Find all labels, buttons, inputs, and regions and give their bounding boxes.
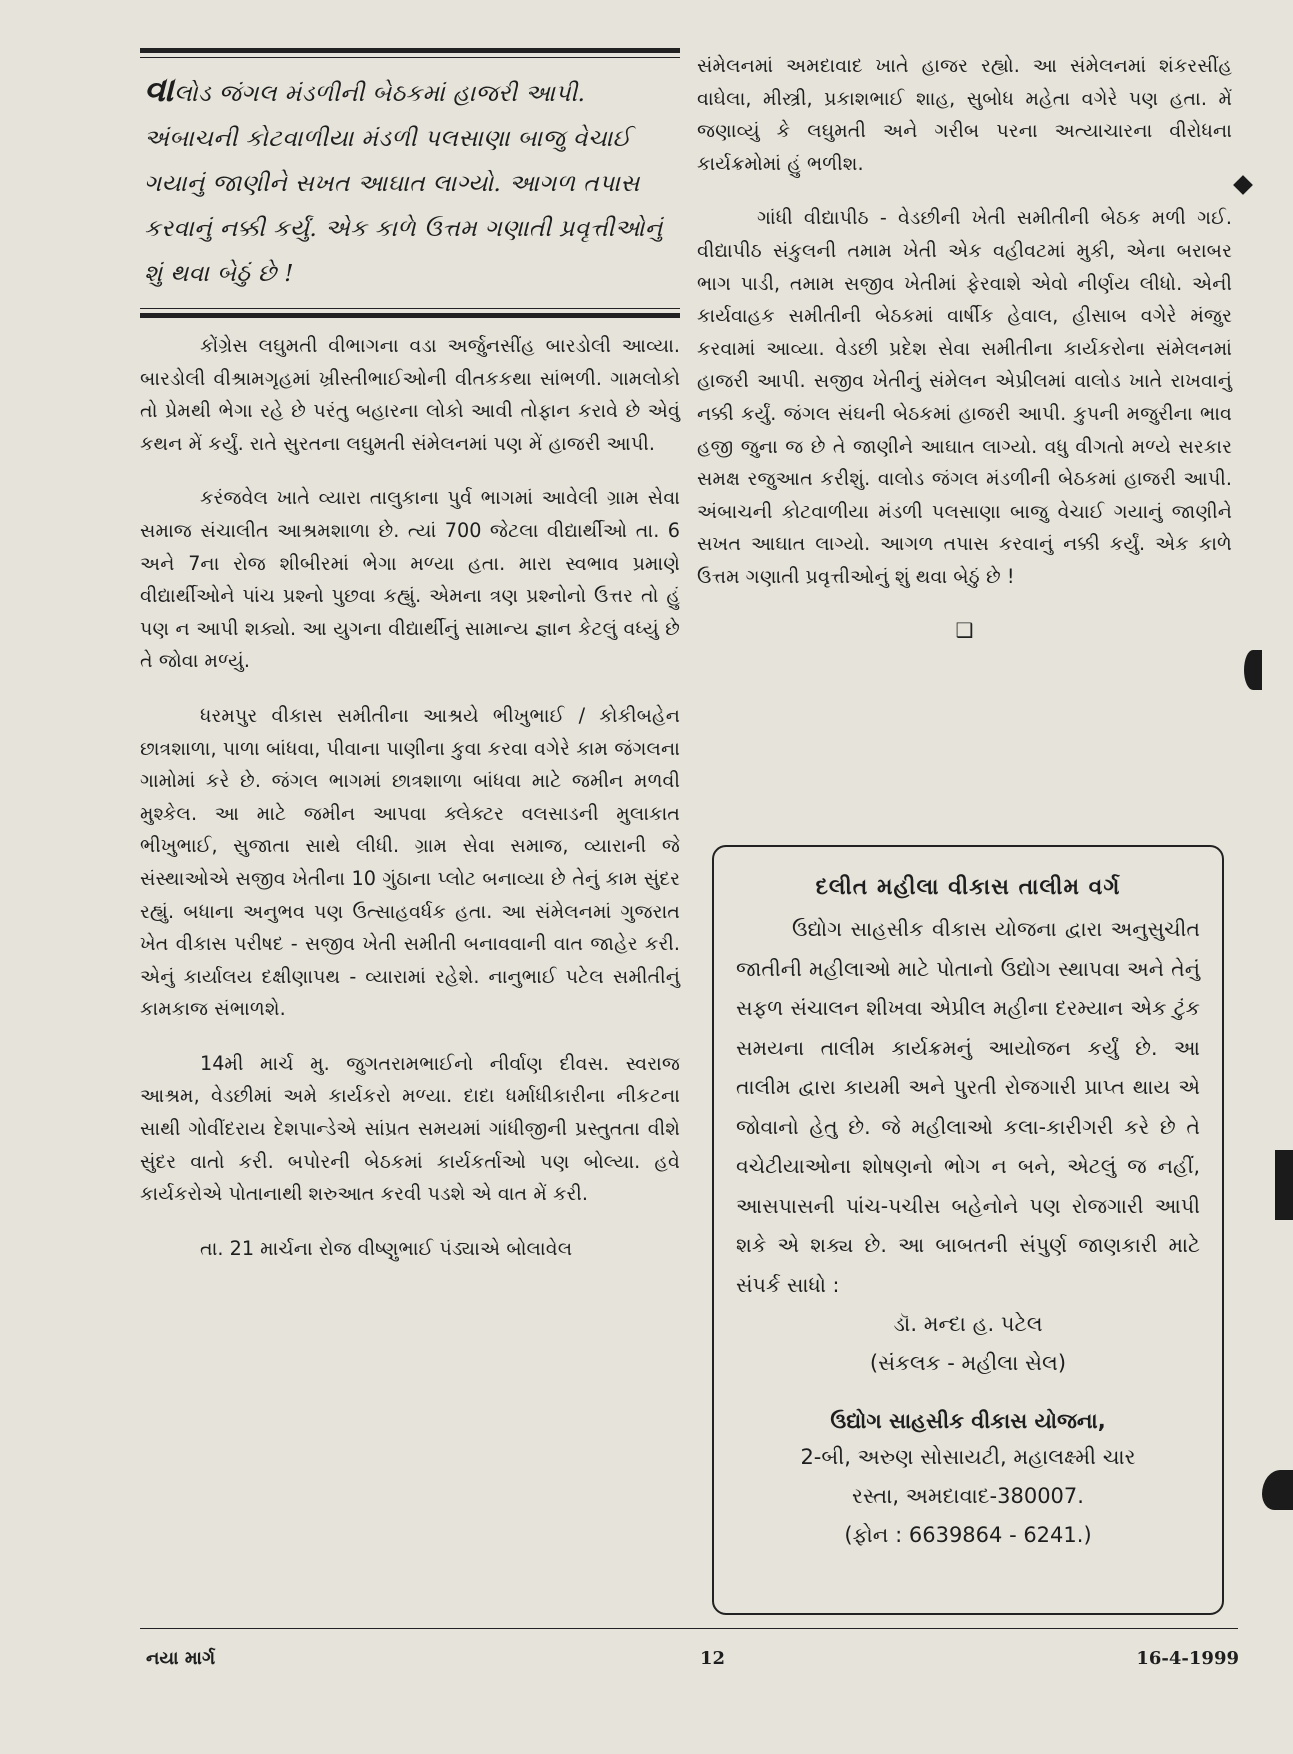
torn-edge-mark-2 — [1244, 650, 1262, 690]
torn-edge-mark-3 — [1275, 1150, 1293, 1220]
right-column — [697, 50, 1232, 642]
notice-contact-role: (સંકલક - મહીલા સેલ) — [869, 1351, 1067, 1375]
notice-title: દલીત મહીલા વીકાસ તાલીમ વર્ગ — [815, 875, 1121, 900]
right-paragraph-2: ગાંધી વીદ્યાપીઠ - વેડછીની ખેતી સમીતીની બેઠક મળી ગઈ. વીદ્યાપીઠ સંકુલની તમામ ખેતી એક વહીવટમાં મુકી, એના બરાબર ભાગ પાડી, તમામ સજીવ ખેતીમાં ફેરવાશે એવો નીર્ણય લીધો. એની કાર્યવાહક સમીતીની બેઠકમાં વાર્ષીક હેવાલ, હીસાબ વગેરે મંજુર કરવામાં આવ્યા. વેડછી પ્રદેશ સેવા સમીતીના કાર્યકરોના સંમેલનમાં હાજરી આપી. સજીવ ખેતીનું સંમેલન એપ્રીલમાં વાલોડ ખાતે રાખવાનું નક્કી કર્યું. જંગલ સંઘની બેઠકમાં હાજરી આપી. કુપની મજુરીના ભાવ હજી જુના જ છે તે જાણીને આઘાત લાગ્યો. વધુ વીગતો મળ્યે સરકાર સમક્ષ રજુઆત કરીશું. વાલોડ જંગલ મંડળીની બેઠકમાં હાજરી આપી. અંબાચની કોટવાળીયા મંડળી પલસાણા બાજુ વેચાઈ ગયાનું જાણીને સખત આઘાત લાગ્યો. આગળ તપાસ કરવાનું નક્કી કર્યું. એક કાળે ઉત્તમ ગણાતી પ્રવૃત્તીઓનું શું થવા બેઠું છે ! — [697, 206, 1232, 588]
notice-body: ઉદ્યોગ સાહસીક વીકાસ યોજના દ્વારા અનુસુચીત જાતીની મહીલાઓ માટે પોતાનો ઉદ્યોગ સ્થાપવા અને તેનું સફળ સંચાલન શીખવા એપ્રીલ મહીના દરમ્યાન એક ટુંક સમયના તાલીમ કાર્યક્રમનું આયોજન કર્યું છે. આ તાલીમ દ્વારા કાયમી અને પુરતી રોજગારી પ્રાપ્ત થાય એ જોવાનો હેતુ છે. જે મહીલાઓ કલા-કારીગરી કરે છે તે વચેટીયાઓના શોષણનો ભોગ ન બને, એટલું જ નહીં, આસપાસની પાંચ-પચીસ બહેનોને પણ રોજગારી આપી શકે એ શક્ય છે. આ બાબતની સંપુર્ણ જાણકારી માટે સંપર્ક સાધો : — [736, 917, 1200, 1297]
notice-contact-name: ડૉ. મન્દા હ. પટેલ — [893, 1312, 1043, 1336]
left-paragraph-1: કોંગ્રેસ લઘુમતી વીભાગના વડા અર્જુનસીંહ બારડોલી આવ્યા. બારડોલી વીશ્રામગૃહમાં ખ્રીસ્તીભાઈઓની વીતકકથા સાંભળી. ગામલોકો તો પ્રેમથી ભેગા રહે છે પરંતુ બહારના લોકો આવી તોફાન કરાવે છે એવું કથન મેં કર્યું. રાતે સુરતના લઘુમતી સંમેલનમાં પણ મેં હાજરી આપી. — [140, 334, 680, 455]
notice-box — [712, 845, 1224, 1615]
torn-edge-mark-1 — [1233, 175, 1253, 195]
pull-quote-bottom-rule-thin — [140, 308, 680, 309]
pull-quote-bottom-rule — [140, 313, 680, 318]
pull-quote-top-rule-thin — [140, 57, 680, 58]
footer-rule — [140, 1628, 1238, 1629]
notice-phone: (ફોન : 6639864 - 6241.) — [844, 1523, 1092, 1547]
notice-org-name: ઉદ્યોગ સાહસીક વીકાસ યોજના, — [830, 1409, 1106, 1433]
notice-address-line-2: રસ્તા, અમદાવાદ-380007. — [852, 1484, 1084, 1508]
left-paragraph-2: કરંજવેલ ખાતે વ્યારા તાલુકાના પુર્વ ભાગમાં આવેલી ગ્રામ સેવા સમાજ સંચાલીત આશ્રમશાળા છે. ત્યાં 700 જેટલા વીદ્યાર્થીઓ તા. 6 અને 7ના રોજ શીબીરમાં ભેગા મળ્યા હતા. મારા સ્વભાવ પ્રમાણે વીદ્યાર્થીઓને પાંચ પ્રશ્નો પુછવા કહ્યું. એમના ત્રણ પ્રશ્નોનો ઉત્તર તો હું પણ ન આપી શક્યો. આ યુગના વીદ્યાર્થીનું સામાન્ય જ્ઞાન કેટલું વધ્યું છે તે જોવા મળ્યું. — [140, 486, 680, 673]
pull-quote-drop-cap: વા — [144, 70, 174, 110]
left-paragraph-5: તા. 21 માર્ચના રોજ વીષ્ણુભાઈ પંડ્યાએ બોલાવેલ — [200, 1236, 573, 1260]
article-end-mark: ❑ — [955, 617, 974, 642]
right-paragraph-1: સંમેલનમાં અમદાવાદ ખાતે હાજર રહ્યો. આ સંમેલનમાં શંકરસીંહ વાઘેલા, મીસ્ત્રી, પ્રકાશભાઈ શાહ, સુબોધ મહેતા વગેરે પણ હતા. મેં જણાવ્યું કે લઘુમતી અને ગરીબ પરના અત્યાચારના વીરોધના કાર્યક્રમોમાં હું ભળીશ. — [697, 54, 1232, 175]
torn-edge-mark-4 — [1262, 1470, 1293, 1510]
footer-page-number: 12 — [700, 1648, 726, 1669]
left-column — [140, 48, 680, 1265]
pull-quote-text: લોડ જંગલ મંડળીની બેઠકમાં હાજરી આપી. અંબાચની કોટવાળીયા મંડળી પલસાણા બાજુ વેચાઈ ગયાનું જાણીને સખત આઘાત લાગ્યો. આગળ તપાસ કરવાનું નક્કી કર્યું. એક કાળે ઉત્તમ ગણાતી પ્રવૃત્તીઓનું શું થવા બેઠું છે ! — [144, 79, 663, 287]
left-paragraph-3: ધરમપુર વીકાસ સમીતીના આશ્રયે ભીખુભાઈ / કોકીબહેન છાત્રશાળા, પાળા બાંધવા, પીવાના પાણીના કુવા કરવા વગેરે કામ જંગલના ગામોમાં કરે છે. જંગલ ભાગમાં છાત્રશાળા બાંધવા માટે જમીન મળવી મુશ્કેલ. આ માટે જમીન આપવા ક્લેક્ટર વલસાડની મુલાકાત ભીખુભાઈ, સુજાતા સાથે લીધી. ગ્રામ સેવા સમાજ, વ્યારાની જે સંસ્થાઓએ સજીવ ખેતીના 10 ગુંઠાના પ્લોટ બનાવ્યા છે તેનું કામ સુંદર રહ્યું. બધાના અનુભવ પણ ઉત્સાહવર્ધક હતા. આ સંમેલનમાં ગુજરાત ખેત વીકાસ પરીષદ - સજીવ ખેતી સમીતી બનાવવાની વાત જાહેર કરી. એનું કાર્યાલય દક્ષીણાપથ - વ્યારામાં રહેશે. નાનુભાઈ પટેલ સમીતીનું કામકાજ સંભાળશે. — [140, 703, 680, 1021]
footer-date: 16-4-1999 — [1136, 1648, 1239, 1669]
footer-publication-name: નયા માર્ગ — [146, 1648, 216, 1669]
notice-address-line-1: 2-બી, અરુણ સોસાયટી, મહાલક્ષ્મી ચાર — [800, 1445, 1136, 1469]
pull-quote — [144, 68, 676, 296]
pull-quote-top-rule — [140, 48, 680, 53]
left-paragraph-4: 14મી માર્ચ મુ. જુગતરામભાઈનો નીર્વાણ દીવસ. સ્વરાજ આશ્રમ, વેડછીમાં અમે કાર્યકરો મળ્યા. દાદા ધર્માધીકારીના નીકટના સાથી ગોવીંદરાય દેશપાન્ડેએ સાંપ્રત સમયમાં ગાંધીજીની પ્રસ્તુતતા વીશે સુંદર વાતો કરી. બપોરની બેઠકમાં કાર્યકર્તાઓ પણ બોલ્યા. હવે કાર્યકરોએ પોતાનાથી શરુઆત કરવી પડશે એ વાત મેં કરી. — [140, 1051, 680, 1206]
